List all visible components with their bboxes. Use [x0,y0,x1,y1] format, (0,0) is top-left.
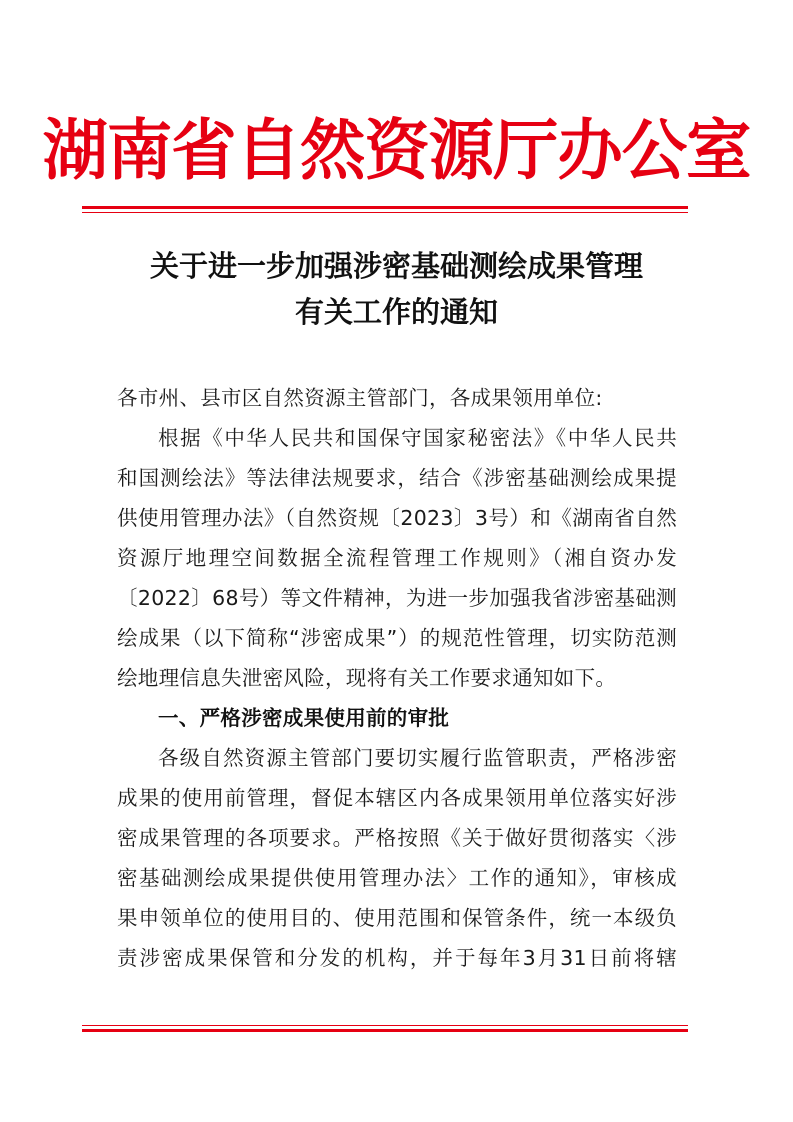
document-title-line-2: 有关工作的通知 [294,295,498,329]
paragraph-line: 责涉密成果保管和分发的机构，并于每年3月31日前将辖 [117,946,677,970]
paragraph-line: 成果的使用前管理，督促本辖区内各成果领用单位落实好涉 [117,786,677,810]
paragraph-line: 供使用管理办法》（自然资规〔2023〕3号）和《湖南省自然 [117,506,677,530]
issuer-masthead: 湖南省自然资源厅办公室 [42,111,751,189]
section-heading: 一、严格涉密成果使用前的审批 [158,706,450,730]
paragraph-line: 绘地理信息失泄密风险，现将有关工作要求通知如下。 [117,666,617,690]
footer-rule-thin [82,1025,688,1026]
footer-rule-thick [82,1029,688,1032]
header-rule-thick [82,206,688,209]
paragraph-line: 果申领单位的使用目的、使用范围和保管条件，统一本级负 [117,906,677,930]
header-rule-thin [82,212,688,213]
paragraph-line: 各级自然资源主管部门要切实履行监管职责，严格涉密 [158,746,677,770]
salutation: 各市州、县市区自然资源主管部门，各成果领用单位: [117,386,603,410]
paragraph-line: 和国测绘法》等法律法规要求，结合《涉密基础测绘成果提 [117,466,677,490]
paragraph-line: 〔2022〕68号）等文件精神，为进一步加强我省涉密基础测 [117,586,677,610]
paragraph-line: 绘成果（以下简称“涉密成果”）的规范性管理，切实防范测 [117,626,677,650]
paragraph-line: 根据《中华人民共和国保守国家秘密法》《中华人民共 [158,426,677,450]
document-body [117,378,677,978]
document-title-line-1: 关于进一步加强涉密基础测绘成果管理 [149,249,643,283]
paragraph-line: 密成果管理的各项要求。严格按照《关于做好贯彻落实〈涉 [117,826,677,850]
paragraph-line: 密基础测绘成果提供使用管理办法〉工作的通知》，审核成 [117,866,677,890]
paragraph-line: 资源厅地理空间数据全流程管理工作规则》（湘自资办发 [117,546,677,570]
